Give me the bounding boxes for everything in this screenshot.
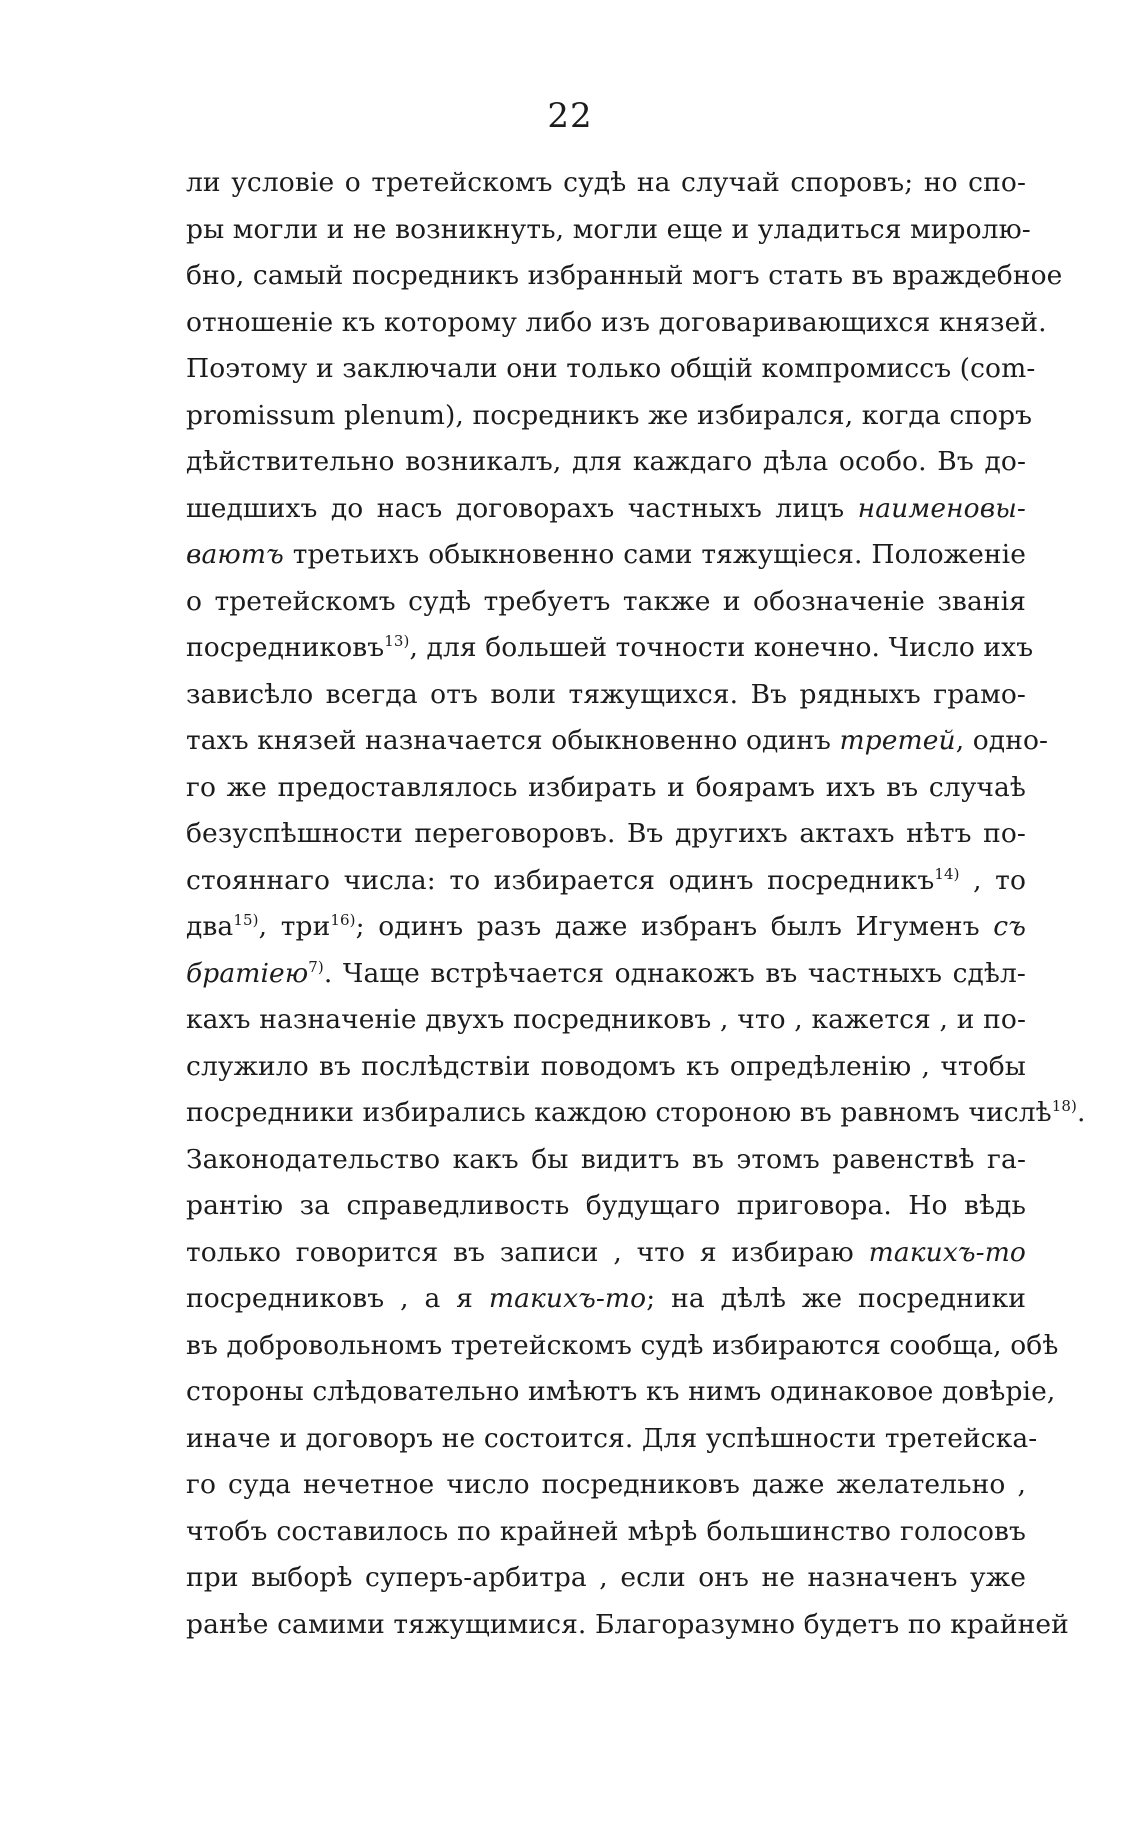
text-line: посредники избирались каждою стороною въ равномъ числѣ$^{18)}$.: [186, 1097, 1086, 1128]
text-line: два$^{15)}$, три$^{16)}$; одинъ разъ даже избранъ былъ Игуменъ съ: [186, 911, 1026, 942]
text-line: шедшихъ до насъ договорахъ частныхъ лицъ наименовы-: [186, 492, 1026, 524]
text-line: го суда нечетное число посредниковъ даже желательно ,: [186, 1469, 1026, 1500]
text-line: ли условіе о третейскомъ судѣ на случай споровъ; но спо-: [186, 167, 1026, 198]
text-line: въ добровольномъ третейскомъ судѣ избираются сообща, обѣ: [186, 1329, 1059, 1361]
text-line: стояннаго числа: то избирается одинъ посредникъ$^{14)}$ , то: [186, 864, 1026, 896]
footnote-ref: 14): [934, 864, 960, 883]
footnote-ref: 15): [233, 911, 259, 930]
italic-term: такихъ-то: [488, 1283, 647, 1314]
text-line: только говорится въ записи , что я избираю такихъ-то: [186, 1236, 1026, 1268]
text-line: го же предоставлялось избирать и боярамъ ихъ въ случаѣ: [186, 771, 1026, 803]
text-line: посредниковъ , а я такихъ-то; на дѣлѣ же посредники: [186, 1283, 1027, 1314]
text-line: служило въ послѣдствіи поводомъ къ опредѣленію , чтобы: [186, 1050, 1026, 1082]
text-line: promissum plenum), посредникъ же избирался, когда споръ: [186, 399, 1033, 431]
footnote-ref: 18): [1051, 1097, 1077, 1116]
text-line: тахъ князей назначается обыкновенно одинъ третей, одно-: [186, 725, 1049, 756]
text-line: иначе и договоръ не состоится. Для успѣшности третейска-: [186, 1422, 1038, 1454]
footnote-ref: 16): [330, 911, 356, 930]
italic-term: ваютъ: [186, 539, 284, 570]
text-line: кахъ назначеніе двухъ посредниковъ , что , кажется , и по-: [186, 1004, 1026, 1035]
body-text: [186, 160, 1086, 1648]
text-line: ранѣе самими тяжущимися. Благоразумно будетъ по крайней: [186, 1608, 1069, 1640]
text-line: Поэтому и заключали они только общій компромиссъ (com-: [186, 353, 1036, 384]
text-line: чтобъ составилось по крайней мѣрѣ большинство голосовъ: [186, 1515, 1026, 1547]
italic-term: съ: [993, 911, 1026, 942]
italic-term: такихъ-то: [868, 1236, 1026, 1268]
text-line: о третейскомъ судѣ требуетъ также и обозначеніе званія: [186, 585, 1026, 617]
footnote-ref: 7): [308, 957, 324, 976]
footnote-ref: 13): [384, 632, 410, 651]
text-line: ры могли и не возникнуть, могли еще и уладиться миролю-: [186, 213, 1031, 245]
text-line: Законодательство какъ бы видитъ въ этомъ равенствѣ га-: [186, 1143, 1026, 1175]
text-line: зависѣло всегда отъ воли тяжущихся. Въ рядныхъ грамо-: [186, 678, 1026, 710]
text-line: дѣйствительно возникалъ, для каждаго дѣла особо. Въ до-: [186, 446, 1026, 477]
text-line: рантію за справедливость будущаго приговора. Но вѣдь: [186, 1190, 1026, 1221]
italic-term: третей: [839, 725, 956, 756]
text-line: посредниковъ$^{13)}$, для большей точности конечно. Число ихъ: [186, 632, 1034, 663]
text-line: отношеніе къ которому либо изъ договаривающихся князей.: [186, 306, 1047, 338]
text-line: бно, самый посредникъ избранный могъ стать въ враждебное: [186, 260, 1063, 291]
italic-term: братіею: [186, 957, 309, 989]
text-line: при выборѣ суперъ-арбитра , если онъ не назначенъ уже: [186, 1562, 1026, 1593]
page-number: 22: [547, 96, 593, 136]
italic-term: наименовы-: [857, 492, 1026, 524]
text-line: ваютъ третьихъ обыкновенно сами тяжущіеся. Положеніе: [186, 539, 1026, 570]
text-line: безуспѣшности переговоровъ. Въ другихъ актахъ нѣтъ по-: [186, 818, 1026, 849]
text-line: стороны слѣдовательно имѣютъ къ нимъ одинаковое довѣріе,: [186, 1376, 1056, 1407]
text-line: братіею$^{7)}$. Чаще встрѣчается однакожъ въ частныхъ сдѣл-: [186, 957, 1026, 989]
